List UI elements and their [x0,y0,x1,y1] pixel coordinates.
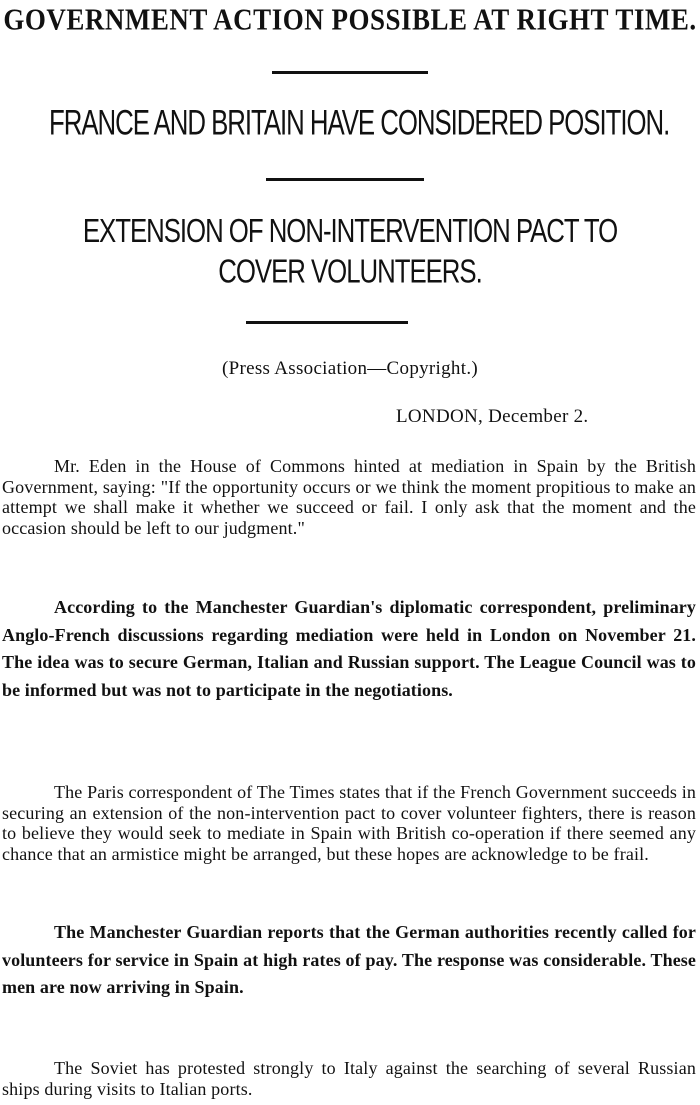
paragraph-text: The Paris correspondent of The Times states that if the French Government succeeds in securing an extension of the non-intervention pact to cover volunteer fighters, there is reason to believe they would seek to mediate in Spain with British co-operation if there seemed any chance that an armistice might be arranged, but these hopes are acknowledge to be frail. [2,782,696,864]
headline-sub-1: FRANCE AND BRITAIN HAVE CONSIDERED POSITION. [49,104,670,143]
headline-rule-2 [266,178,424,181]
headline-rule-1 [272,71,428,74]
paragraph-text: The Soviet has protested strongly to Italy against the searching of several Russian ships during visits to Italian ports. [2,1058,696,1099]
dateline: LONDON, December 2. [396,406,589,427]
article-paragraph-5 [2,1058,696,1099]
article-paragraph-2 [2,594,696,704]
press-credit: (Press Association—Copyright.) [222,358,478,379]
headline-main: GOVERNMENT ACTION POSSIBLE AT RIGHT TIME. [3,2,697,37]
paragraph-text: According to the Manchester Guardian's diplomatic correspondent, preliminary Anglo-French discussions regarding mediation were held in London on November 21. The idea was to secure German, Italian and Russian support. The League Council was to be informed but was not to participate in the negotiations. [2,597,696,700]
paragraph-text: Mr. Eden in the House of Commons hinted at mediation in Spain by the British Government, saying: "If the opportunity occurs or we think the moment propitious to make an attempt we shall make it whether we succeed or fail. I only ask that the moment and the occasion should be left to our judgment." [2,456,696,538]
article-paragraph-3 [2,782,696,864]
headline-rule-3 [246,321,408,324]
article-paragraph-4 [2,919,696,1002]
headline-sub-2: EXTENSION OF NON-INTERVENTION PACT TO COVER VOLUNTEERS. [82,213,618,291]
paragraph-text: The Manchester Guardian reports that the German authorities recently called for volunteers for service in Spain at high rates of pay. The response was considerable. These men are now arriving in Spain. [2,922,696,997]
article-paragraph-1 [2,456,696,538]
